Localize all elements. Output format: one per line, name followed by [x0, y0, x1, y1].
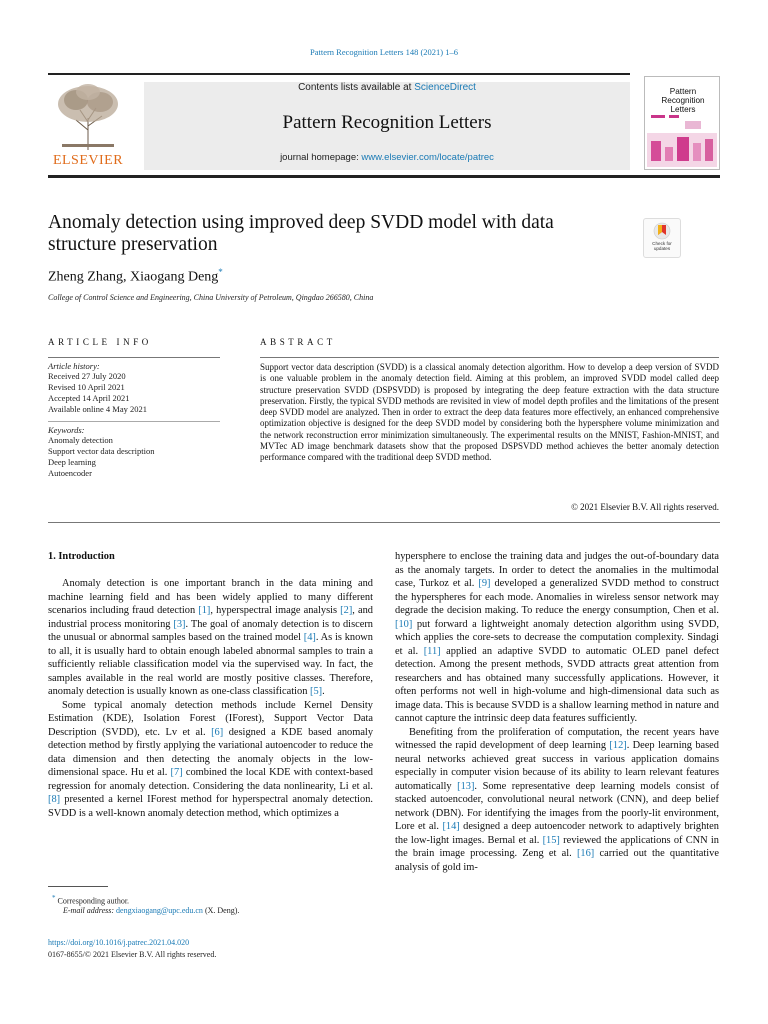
elsevier-wordmark[interactable]: ELSEVIER [52, 153, 124, 168]
keyword: Autoencoder [48, 468, 92, 478]
check-for-updates-label: Check for updates [652, 241, 672, 251]
history-label: Article history: [48, 361, 100, 371]
citation-link[interactable]: [4] [303, 632, 316, 643]
paragraph-text: , and industrial process monitoring [48, 605, 373, 630]
authors: Zheng Zhang, Xiaogang Deng [48, 269, 219, 285]
journal-homepage [144, 152, 630, 163]
footnote-rule [48, 886, 108, 887]
bookmark-icon [653, 222, 671, 240]
article-info-heading: ARTICLE INFO [48, 337, 152, 347]
keyword: Support vector data description [48, 446, 155, 456]
citation-link[interactable]: [14] [442, 821, 460, 832]
citation-link[interactable]: [12] [609, 740, 627, 751]
paragraph-text: designed a deep autoencoder network to adaptively brighten the low-light images. Bernal et al. [395, 821, 719, 846]
keyword: Anomaly detection [48, 435, 113, 445]
contents-line [144, 82, 630, 93]
corresponding-author-note: Corresponding author. [57, 896, 130, 906]
citation-link[interactable]: [9] [478, 578, 491, 589]
homepage-link[interactable]: www.elsevier.com/locate/patrec [361, 152, 494, 163]
citation-link[interactable]: [6] [211, 726, 224, 738]
paragraph-text: Some typical anomaly detection methods include Kernel Density Estimation (KDE), Isolation Forest (IForest), Support Vector Data Description (SVDD), etc. Lv et al. [48, 699, 373, 738]
paragraph-text: put forward a lightweight anomaly detection algorithm using SVDD, which applies the core-sets to decrease the computation complexity. Sindagi et al. [395, 618, 719, 657]
email-label: E-mail address: [63, 906, 115, 915]
header-rule-bottom [48, 175, 720, 178]
journal-title: Pattern Recognition Letters [282, 112, 492, 133]
citation-link[interactable]: [13] [457, 780, 475, 792]
article-info-rule [48, 357, 220, 358]
citation-link[interactable]: [2] [340, 605, 353, 616]
history-revised: Revised 10 April 2021 [48, 382, 125, 392]
keywords-label: Keywords: [48, 425, 85, 435]
abstract-heading: ABSTRACT [260, 337, 336, 347]
intro-paragraph [48, 577, 373, 699]
paragraph-text: reviewed the applications of CNN in the brain image processing. Zeng et al. [395, 834, 719, 859]
section-heading-introduction: 1. Introduction [48, 551, 115, 562]
email-suffix: (X. Deng). [204, 906, 240, 915]
footnote-email [63, 905, 239, 916]
cover-art-icon [645, 113, 719, 169]
paragraph-text: . The goal of anomaly detection is to discern the unusual or abnormal samples based on the trained model [48, 618, 373, 643]
keywords [48, 425, 220, 479]
cover-title: Pattern Recognition Letters [661, 87, 705, 114]
paragraph-text: Benefiting from the proliferation of computation, the recent years have witnessed the rapid development of deep learning [395, 726, 719, 751]
citation-link[interactable]: [5] [310, 686, 323, 697]
history-accepted: Accepted 14 April 2021 [48, 393, 130, 403]
journal-cover-thumbnail[interactable] [644, 76, 720, 170]
contents-prefix: Contents lists available at [298, 82, 415, 93]
left-column [48, 577, 373, 820]
header-rule-top [48, 73, 630, 75]
paper-title: Anomaly detection using improved deep SVDD model with data structure preservation [48, 212, 554, 255]
paragraph-text: carried out the quantitative analysis of gold im- [395, 848, 719, 873]
right-column [395, 550, 719, 874]
paragraph-text: developed a generalized SVDD method to construct the hyperspheres for each mode. Anomalies in wireless sensor network may degrade the decision making. To reduce the energy consumption, Chen et al. [395, 578, 719, 616]
paragraph-text: . Deep learning based neural networks achieved great success in various application domains especially in computer vision because of its ability to learn relevant features automatically [395, 740, 719, 792]
paragraph-text: . Some representative deep learning models consist of stacked autoencoder, convolutional neural network (CNN), and deep belief network (DBN). For identifying the images from the poorly-lit environment, Lore et al. [395, 780, 719, 832]
citation-link[interactable]: [7] [170, 767, 183, 778]
paragraph-text: hypersphere to enclose the training data and judges the out-of-boundary data as the anomaly targets. In order to detect the anomalies in the multimodal case, Turkoz et al. [395, 551, 719, 589]
homepage-prefix: journal homepage: [280, 152, 362, 163]
keywords-rule [48, 421, 220, 422]
abstract-rule [260, 357, 719, 358]
paragraph-text: . As is known to all, it is usually hard to obtain enough labeled abnormal samples to train a sufficiently reliable classification model via the supervised way. In fact, the samples available in the real world are mostly positive classes. Therefore, anomaly detection is usually known as one-class classification [48, 632, 373, 697]
affiliation: College of Control Science and Engineering, China University of Petroleum, Qingdao 266580, China [48, 293, 374, 302]
citation-link[interactable]: [11] [423, 645, 441, 657]
citation-link[interactable]: [3] [173, 618, 186, 630]
paragraph-text: combined the local KDE with context-based regression for anomaly detection. Considering the data nonlinearity, Li et al. [48, 767, 373, 792]
abstract-copyright: © 2021 Elsevier B.V. All rights reserved. [571, 502, 719, 512]
footnote-mark: * [52, 894, 56, 902]
email-link[interactable]: dengxiaogang@upc.edu.cn [116, 906, 203, 915]
citation-link[interactable]: [15] [542, 834, 560, 846]
citation-link[interactable]: [1] [198, 605, 211, 616]
running-head[interactable]: Pattern Recognition Letters 148 (2021) 1–6 [309, 47, 458, 57]
corresponding-author-mark[interactable]: * [218, 267, 223, 277]
paragraph-text: applied an adaptive SVDD to automatic OLED panel defect detection. Among the present methods, SVDD attracts great attention from researchers and has obtained many successfully applications. However, it often performs not well in high-volume and high-dimensional data such as image data. This is because SVDD is a shallow learning method in nature and cannot capture the intrinsic deep data features sufficiently. [395, 645, 720, 724]
check-for-updates-badge[interactable] [643, 218, 681, 258]
intro-paragraph [48, 699, 373, 821]
citation-link[interactable]: [16] [576, 848, 595, 859]
keyword: Deep learning [48, 457, 96, 467]
history-received: Received 27 July 2020 [48, 371, 126, 381]
intro-paragraph [395, 726, 719, 875]
citation-link[interactable]: [10] [395, 618, 413, 630]
article-history [48, 361, 220, 415]
paragraph-text: presented a kernel IForest method for hyperspectral anomaly detection. SVDD is a well-known anomaly detection method, which optimizes a [48, 794, 373, 819]
paragraph-text: Anomaly detection is one important branch in the data mining and machine learning field and has been widely applied to many different scenarios including fraud detection [48, 578, 373, 616]
intro-paragraph [395, 550, 719, 726]
paragraph-text: , hyperspectral image analysis [210, 605, 341, 616]
issn-copyright: 0167-8655/© 2021 Elsevier B.V. All rights reserved. [48, 950, 217, 959]
doi-link[interactable]: https://doi.org/10.1016/j.patrec.2021.04.020 [48, 938, 190, 947]
paragraph-text: designed a KDE based anomaly detection method by firstly applying the variational autoencoder to reduce the data dimension and then detecting the anomaly objects in the low-dimensional space. Hu et al. [48, 726, 374, 778]
sciencedirect-link[interactable]: ScienceDirect [414, 82, 476, 93]
author-list [48, 267, 223, 286]
history-online: Available online 4 May 2021 [48, 404, 147, 414]
paragraph-text: . [322, 686, 325, 697]
abstract-text: Support vector data description (SVDD) is a classical anomaly detection algorithm. How to develop a deep version of SVDD is one valuable problem in the anomaly detection field. Aiming at this problem, an improved SVDD model called deep structure preservation SVDD (DSPSVDD) is proposed by integrating the deep feature extraction with the data structure preservation. Firstly, the typical SVDD methods are revisited in view of model depth profiles and the limitations of the present deep SVDD model are analyzed. Then in order to extract the deep data features more effectively, an enhanced comprehensive optimization objective is designed for the deep SVDD model by considering both the hypersphere volume minimization and the network reconstruction error minimization simultaneously. The experimental results on the MNIST, Fashion-MNIST, and MVTec AD image benchmark datasets show that the proposed DSPSVDD method achieves the better anomaly detection performance compared with the traditional deep SVDD method. [260, 362, 719, 463]
abstract-bottom-rule [48, 522, 720, 523]
citation-link[interactable]: [8] [48, 794, 61, 805]
